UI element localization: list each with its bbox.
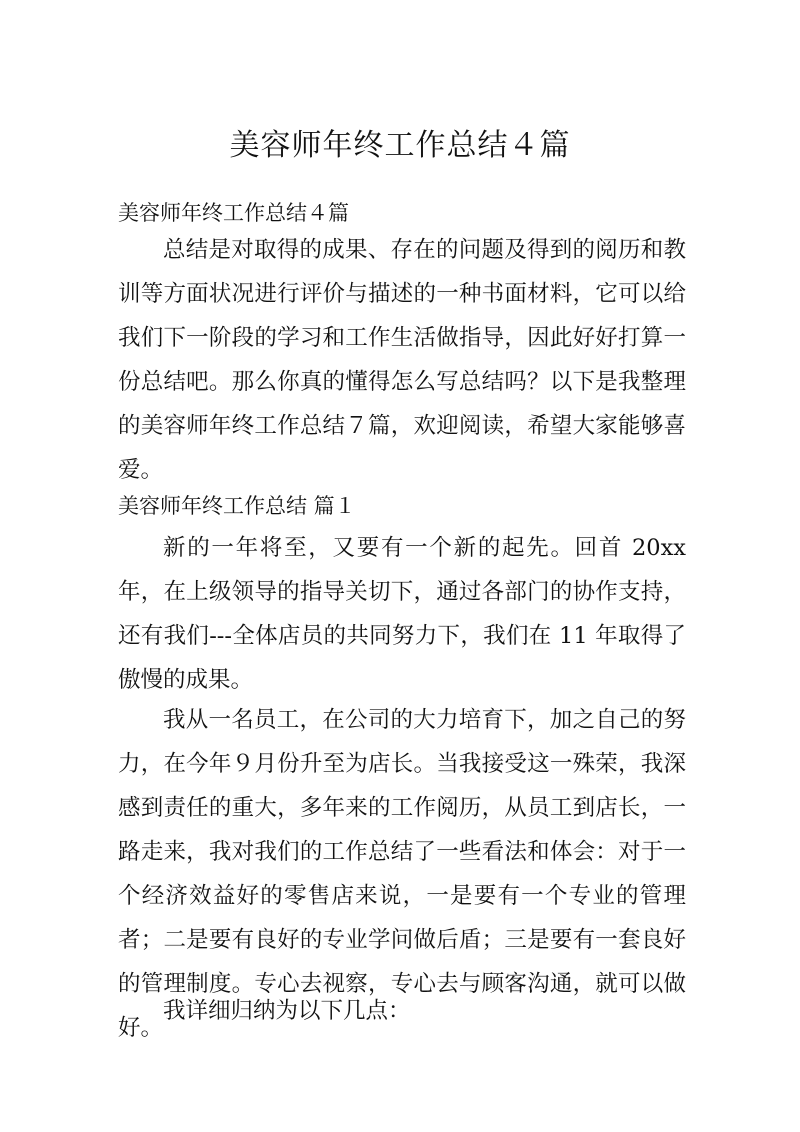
document-title: 美容师年终工作总结４篇 [229,128,571,163]
section-heading: 美容师年终工作总结 篇１ [118,494,356,518]
document-subtitle: 美容师年终工作总结４篇 [118,201,349,225]
body-paragraph: 新的一年将至，又要有一个新的起先。回首 20xx 年，在上级领导的指导关切下，通过各部门的协作支持，还有我们---全体店员的共同努力下，我们在 11 年取得了傲慢的成果。 [118,535,686,693]
intro-paragraph: 总结是对取得的成果、存在的问题及得到的阅历和教训等方面状况进行评价与描述的一种书面材料，它可以给我们下一阶段的学习和工作生活做指导，因此好好打算一份总结吧。那么你真的懂得怎么写总结吗？以下是我整理的美容师年终工作总结７篇，欢迎阅读，希望大家能够喜爱。 [118,237,686,483]
body-paragraph: 我详细归纳为以下几点： [163,998,411,1024]
body-paragraph: 我从一名员工，在公司的大力培育下，加之自己的努力，在今年９月份升至为店长。当我接受这一殊荣，我深感到责任的重大，多年来的工作阅历，从员工到店长，一路走来，我对我们的工作总结了一些看法和体会：对于一个经济效益好的零售店来说，一是要有一个专业的管理者；二是要有良好的专业学问做后盾；三是要有一套良好的管理制度。专心去视察，专心去与顾客沟通，就可以做好。 [118,707,686,1041]
